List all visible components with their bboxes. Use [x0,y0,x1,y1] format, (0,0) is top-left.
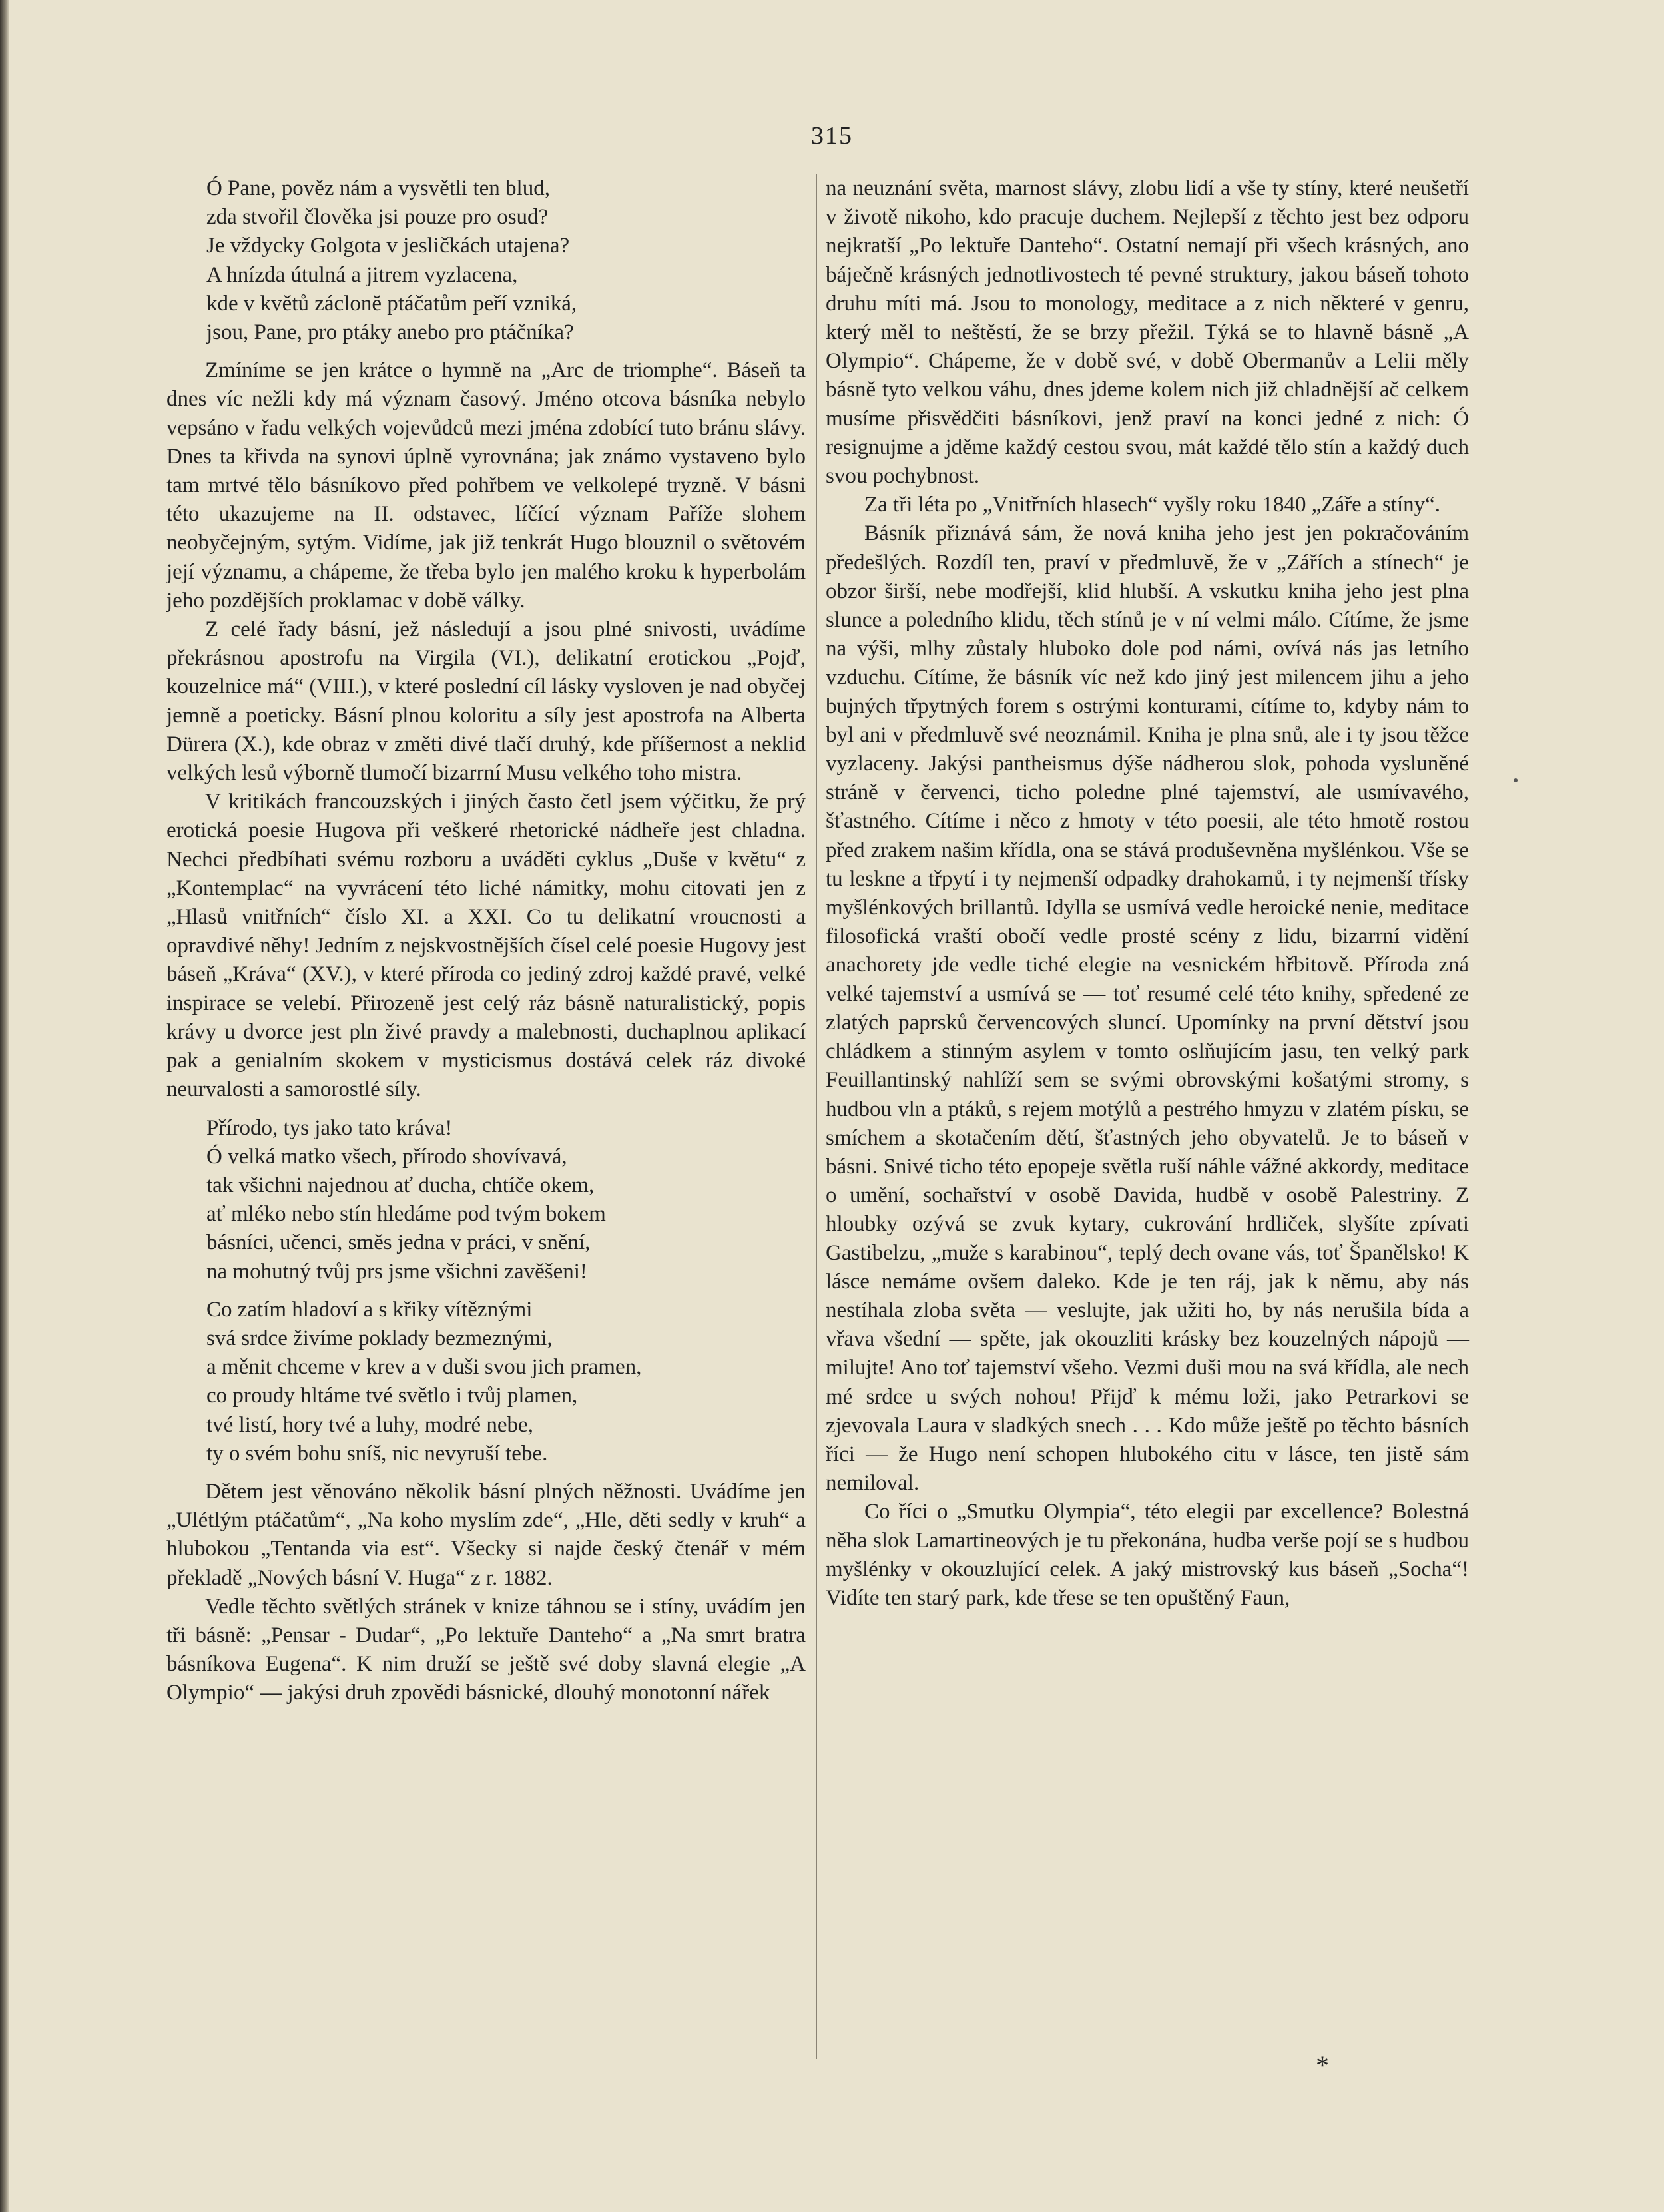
verse-block-1 [206,174,806,347]
verse-line: zda stvořil člověka jsi pouze pro osud? [206,205,549,230]
verse-block-3 [206,1296,806,1468]
verse-line: Je vždycky Golgota v jesličkách utajena? [206,234,570,258]
verse-line: Přírodo, tys jako tato kráva! [206,1115,453,1140]
verse-line: A hnízda útulná a jitrem vyzlacena, [206,262,518,287]
margin-dot: • [1513,772,1519,790]
verse-line: Ó Pane, pověz nám a vysvětli ten blud, [206,176,550,200]
verse-line: kde v květů záclonĕ ptáčatům peří vzniká, [206,291,577,316]
right-column [826,174,1469,1613]
paragraph-shadows: Vedle těchto světlých stránek v knize táhnou se i stíny, uvádím jen tři básně: „Pensar - Dudar“, „Po lektuře Danteho“ a „Na smrt bratra básníkova Eugena“. K nim druží se ještě své doby slavná elegie „A Olympio“ — jakýsi druh zpovědi básnické, dlouhý monotonní nářek [166,1594,806,1705]
paragraph-continuation: na neuznání světa, marnost slávy, zlobu lidí a vše ty stíny, které neušetří v životě nikoho, kdo pracuje duchem. Nejlepší z těchto jest bez odporu nejkratší „Po lektuře Danteho“. Ostatní nemají při všech krásných, ano báječně krásných jednotlivostech té pevné struktury, jakou báseň tohoto druhu míti má. Jsou to monology, meditace a z nich některé v genru, který měl to neštěstí, že se brzy přežil. Týká se to hlavně básně „A Olympio“. Chápeme, že v době své, v době Obermanův a Lelii měly básně tyto velkou váhu, dnes jdeme kolem nich již chladnější ač celkem musíme přisvědčiti básníkovi, jenž praví na konci jedné z nich: Ó resignujme a jděme každý cestou svou, mát každé tělo stín a každý duch svou pochybnost. [826,176,1469,489]
paragraph-erotic-poetry: V kritikách francouzských i jiných často četl jsem výčitku, že prý erotická poesie Hugova při veškeré rhetorické nádheře jest chladna. Nechci předbíhati svému rozboru a uváděti cyklus „Duše v květu“ z „Kontemplac“ na vyvrácení této liché námitky, mohu citovati jen z „Hlasů vnitřních“ číslo XI. a XXI. Co tu delikatní vroucnosti a opravdivé něhy! Jedním z nejskvostnějších čísel celé poesie Hugovy jest báseň „Kráva“ (XV.), v které příroda co jediný zdroj každé pravé, velké inspirace se velebí. Přirozeně jest celý ráz básně naturalistický, popis krávy u dvorce jest pln živé pravdy a malebnosti, duchaplnou aplikací pak a genialním skokem v mysticismus dostává celek ráz divoké neurvalosti a samorostlé síly. [166,790,806,1102]
verse-line: Co zatím hladoví a s křiky vítěznými [206,1297,533,1322]
verse-line: co proudy hltáme tvé světlo i tvůj plamen, [206,1384,578,1408]
verse-line: a měnit chceme v krev a v duši svou jich pramen, [206,1355,642,1380]
paragraph-zare-a-stiny: Za tři léta po „Vnitřních hlasech“ vyšly roku 1840 „Záře a stíny“. [864,493,1441,517]
verse-line: tvé listí, hory tvé a luhy, modré nebe, [206,1412,533,1437]
left-column [166,174,806,1708]
verse-line: jsou, Pane, pro ptáky anebo pro ptáčníka? [206,320,574,345]
verse-line: ty o svém bohu sníš, nic nevyruší tebe. [206,1441,548,1466]
paragraph-arc-de-triomphe: Zmíníme se jen krátce o hymnĕ na „Arc de triomphe“. Báseň ta dnes víc nežli kdy má význam časový. Jméno otcova básníka nebylo vepsáno v řadu velkých vojevůdců mezi jména zdobící tuto bránu slávy. Dnes ta křivda na synovi úplně vyrovnána; jak známo vystaveno bylo tam mrtvé tělo básníkovo před pohřbem ve velkolepé tryzně. V básni této ukazujeme na II. odstavec, líčící význam Paříže slohem neobyčejným, sytým. Vidíme, jak již tenkrát Hugo blouznil o světovém její významu, a chápeme, že třeba bylo jen malého kroku k hyperbolám jeho pozdějších proklamac v době války. [166,358,806,613]
verse-line: básníci, učenci, směs jedna v práci, v snění, [206,1231,591,1255]
verse-line: tak všichni najednou ať ducha, chtíče okem, [206,1173,595,1197]
paragraph-virgil: Z celé řady básní, jež následují a jsou plné snivosti, uvádíme překrásnou apostrofu na Virgila (VI.), delikatní erotickou „Pojď, kouzelnice má“ (VIII.), v které poslední cíl lásky vysloven je nad obyčej jemně a poeticky. Básní plnou koloritu a síly jest apostrofa na Alberta Dürera (X.), kde obraz v změti divé tlačí druhý, kde příšernost a neklid velkých lesů výborně tlumočí bizarrní Musu velkého toho mistra. [166,617,806,786]
verse-block-2 [206,1114,806,1286]
paragraph-smutek-olympia: Co říci o „Smutku Olympia“, této elegii par excellence? Bolestná něha slok Lamartineových je tu překonána, hudba verše pojí se s hudbou myšlénky v okouzlující celek. A jaký mistrovský kus báseň „Socha“! Vidíte ten starý park, kde třese se ten opuštěný Faun, [826,1500,1469,1610]
paragraph-children-poems: Dětem jest věnováno několik básní plných něžnosti. Uvádíme jen „Ulétlým ptáčatům“, „Na koho myslím zde“, „Hle, děti sedly v kruh“ a hlubokou „Tentanda via est“. Všecky si najde český čtenář v mém překladě „Nových básní V. Huga“ z r. 1882. [166,1479,806,1590]
verse-line: Ó velká matko všech, přírodo shovívavá, [206,1144,567,1169]
footer-asterisk: * [1316,2050,1329,2080]
column-divider [816,174,817,2059]
verse-line: na mohutný tvůj prs jsme všichni zavěšeni! [206,1259,587,1284]
page-number: 315 [811,122,853,150]
paragraph-new-book: Básník přiznává sám, že nová kniha jeho jest jen pokračováním předešlých. Rozdíl ten, praví v předmluvě, že v „Zářích a stínech“ je obzor širší, nebe modřejší, klid hlubší. A vskutku kniha jeho jest plna slunce a poledního klidu, těch stínů je v ní velmi málo. Cítíme, že jsme na výši, mlhy zůstaly hluboko dole pod námi, ovívá nás jas letního vzduchu. Cítíme, že básník víc než kdo jiný jest milencem jihu a jeho bujných třpytných forem s ostrými konturami, cítíme to, kdyby nám to byl ani v předmluvě své neoznámil. Kniha je plna snů, ale i ty jsou těžce vyzlaceny. Jakýsi pantheismus dýše nádherou slok, pohoda vysluněné stráně v červenci, ticho poledne plné tajemství, ale usmívavého, šťastného. Cítíme i něco z hmoty v této poesii, ale této hmotě rostou před zrakem našim křídla, ona se stává produševněna myšlénkou. Vše se tu leskne a třpytí i ty nejmenší odpadky drahokamů, i ty nejmenší třísky myšlénkových brillantů. Idylla se usmívá vedle heroické nenie, meditace filosofická vraští obočí vedle prosté scény z lidu, bizarrní vidění anachorety jde vedle tiché elegie na vesnickém hřbitově. Příroda zná velké tajemství a usmívá se — toť resumé celé této knihy, spředené ze zlatých paprsků červencových sluncí. Upomínky na první dětství jsou chládkem a stinným asylem v tomto oslňujícím jasu, ten velký park Feuillantinský nahlíží sem se svými obrovskými košatými stromy, s hudbou vln a ptáků, s rejem motýlů a pestrého hmyzu v zlatém písku, se smíchem a skotačením dětí, šťastných jeho obyvatelů. Je to báseň v básni. Snivé ticho této epopeje světla ruší náhle vážné akkordy, meditace o umění, sochařství v osobě Davida, hudbě v osobě Palestriny. Z hloubky ozývá se zvuk kytary, cukrování hrdliček, slyšíte zpívati Gastibelzu, „muže s karabinou“, teplý dech ovane vás, toť Španělsko! K lásce nemáme ovšem daleko. Kde je ten ráj, jak k němu, aby nás nestíhala zloba světa — veslujte, jak užiti ho, by nás nerušila bída a vřava všední — spěte, jak okouzliti krásky bez kouzelných nápojů — milujte! Ano toť tajemství všeho. Vezmi duši mou na svá křídla, ale nech mé srdce u svých nohou! Přijď k mému loži, jako Petrarkovi se zjevovala Laura v sladkých snech . . . Kdo může ještě po těchto básních říci — že Hugo není schopen hlubokého citu v lásce, ten jistě sám nemiloval. [826,521,1469,1496]
book-spine-edge [0,0,9,2212]
verse-line: svá srdce živíme poklady bezmeznými, [206,1326,553,1350]
verse-line: ať mléko nebo stín hledáme pod tvým bokem [206,1202,606,1227]
